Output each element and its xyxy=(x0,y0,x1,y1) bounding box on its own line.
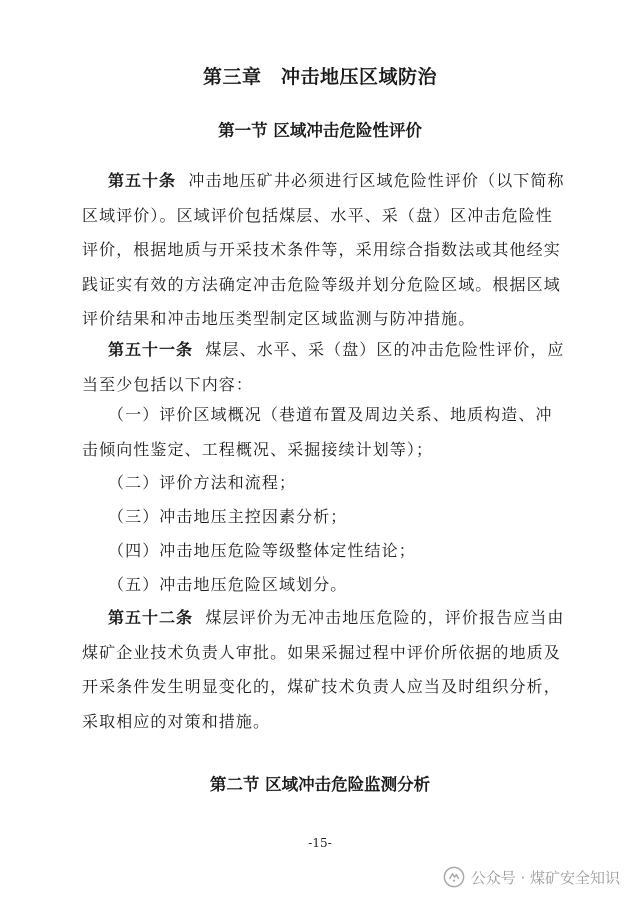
watermark-text: 公众号 · 煤矿安全知识 xyxy=(470,868,620,887)
article-51-item-1 xyxy=(82,398,568,467)
list-item: （一）评价区域概况（巷道布置及周边关系、地质构造、冲击倾向性鉴定、工程概况、采掘接续计划等）； xyxy=(82,405,553,459)
list-item: （三）冲击地压主控因素分析； xyxy=(108,507,348,526)
section-title-1: 第一节 区域冲击危险性评价 xyxy=(218,121,422,140)
article-50 xyxy=(82,164,568,337)
article-52-head: 第五十二条 xyxy=(108,608,194,627)
list-item: （五）冲击地压危险区域划分。 xyxy=(108,575,348,594)
page-number: -15- xyxy=(308,836,332,850)
article-52 xyxy=(82,601,568,739)
article-51-item-4 xyxy=(82,534,568,569)
list-item: （二）评价方法和流程； xyxy=(108,473,297,492)
section-title-2: 第二节 区域冲击危险监测分析 xyxy=(209,775,431,794)
article-51-text: 煤层、水平、采（盘）区的冲击危险性评价，应当至少包括以下内容： xyxy=(82,340,565,394)
article-52-text: 煤层评价为无冲击地压危险的，评价报告应当由煤矿企业技术负责人审批。如果采掘过程中评价所依据的地质及开采条件发生明显变化的，煤矿技术负责人应当及时组织分析，采取相应的对策和措施。 xyxy=(82,608,565,731)
article-51-item-5 xyxy=(82,568,568,603)
chapter-title: 第三章 冲击地压区域防治 xyxy=(202,66,437,88)
wechat-official-account-icon xyxy=(443,866,465,888)
article-50-text: 冲击地压矿井必须进行区域危险性评价（以下简称区域评价）。区域评价包括煤层、水平、采（盘）区冲击危险性评价，根据地质与开采技术条件等，采用综合指数法或其他经实践证实有效的方法确定冲击危险等级并划分危险区域。根据区域评价结果和冲击地压类型制定区域监测与防冲措施。 xyxy=(82,171,565,328)
article-51-head: 第五十一条 xyxy=(108,340,194,359)
article-50-head: 第五十条 xyxy=(108,171,177,190)
article-51 xyxy=(82,333,568,402)
article-51-item-3 xyxy=(82,500,568,535)
article-51-item-2 xyxy=(82,466,568,501)
watermark xyxy=(443,866,620,888)
list-item: （四）冲击地压危险等级整体定性结论； xyxy=(108,541,416,560)
